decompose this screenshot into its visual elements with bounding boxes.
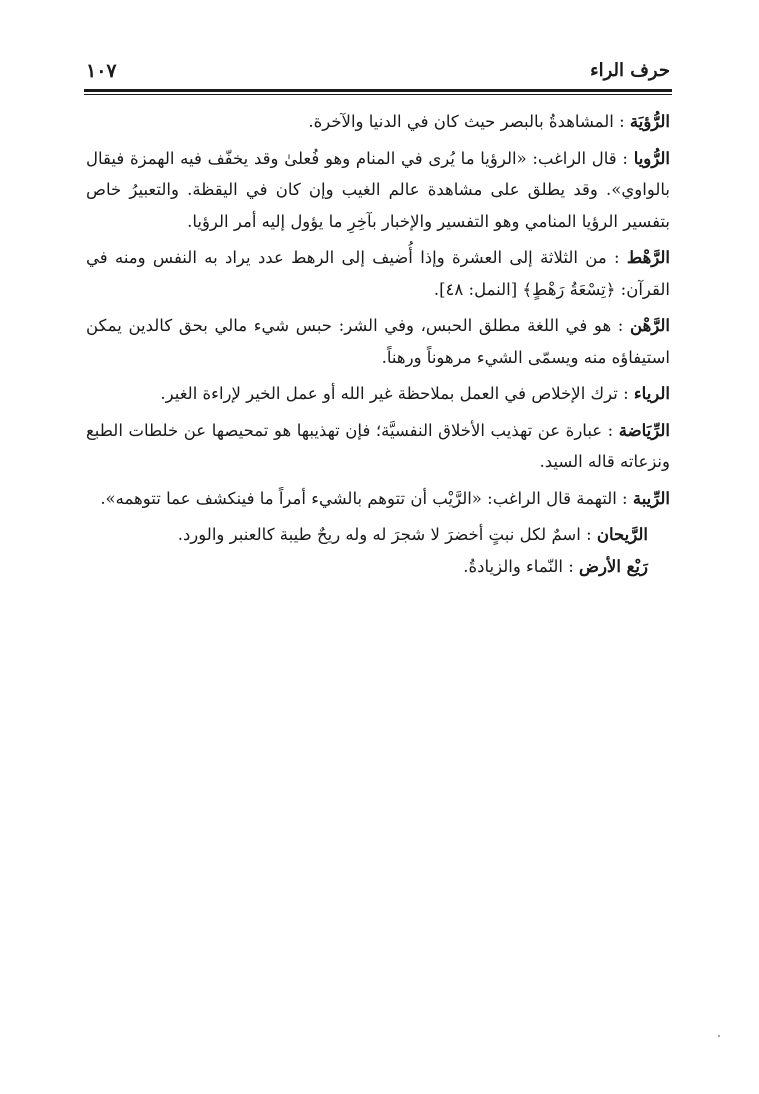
entry-definition: : هو في اللغة مطلق الحبس، وفي الشر: حبس شيء مالي بحق كالدين يمكن استيفاؤه منه ويسمّى الشيء مرهوناً ورهناً. (86, 316, 670, 367)
entry-riyada (86, 415, 670, 478)
header-rule-thin (84, 94, 672, 95)
entry-rayhan (86, 519, 670, 551)
section-title: حرف الراء (590, 60, 670, 81)
entry-riba (86, 483, 670, 515)
entries-list (86, 106, 670, 582)
scan-speck (718, 1035, 720, 1037)
entry-ruya-sight (86, 106, 670, 138)
header-rule-thick (84, 89, 672, 92)
entry-term: الرياء (633, 384, 670, 403)
entry-term: رَيْع الأرض (579, 556, 648, 576)
page-header (86, 60, 670, 86)
entry-term: الرَّهْط (626, 248, 670, 267)
page-number: ١٠٧ (86, 60, 117, 82)
entry-definition: : اسمٌ لكل نبتٍ أخضرَ لا شجرَ له وله ريحٌ طيبة كالعنبر والورد. (177, 525, 597, 544)
entry-term: الرَّيحان (596, 525, 648, 544)
entry-term: الرُّويا (633, 148, 670, 168)
entry-raht (86, 242, 670, 305)
entry-definition: : النّماء والزيادةُ. (463, 556, 579, 576)
entry-definition: : من الثلاثة إلى العشرة وإذا أُضيف إلى الرهط عدد يراد به النفس ومنه في القرآن: ﴿تِسْعَةُ رَهْطٍ﴾ [النمل: ٤٨]. (86, 248, 670, 299)
entry-definition: : ترك الإخلاص في العمل بملاحظة غير الله أو عمل الخير لإراءة الغير. (160, 384, 634, 403)
entry-term: الرِّيبة (632, 488, 670, 508)
entry-definition: : عبارة عن تهذيب الأخلاق النفسيَّة؛ فإن تهذيبها هو تمحيصها عن خلطات الطبع ونزعاته قاله السيد. (86, 420, 670, 471)
entry-definition: : قال الراغب: «الرؤيا ما يُرى في المنام وهو فُعلىٰ وقد يخفّف فيه الهمزة فيقال بالواوي». وقد يطلق على مشاهدة عالم الغيب وإن كان في اليقظة. والتعبيرُ خاص بتفسير الرؤيا المنامي وهو التفسير والإخبار بآخِرِ ما يؤول إليه أمر الرؤيا. (86, 148, 670, 231)
entry-ruya-dream (86, 143, 670, 238)
entry-term: الرِّيَاضة (618, 420, 670, 440)
entry-definition: : التهمة قال الراغب: «الرَّيْب أن تتوهم بالشيء أمراً ما فينكشف عما تتوهمه». (100, 488, 633, 508)
entry-ray-al-ard (86, 551, 670, 583)
entry-definition: : المشاهدةُ بالبصر حيث كان في الدنيا والآخرة. (308, 112, 630, 131)
entry-term: الرَّهْن (630, 316, 670, 335)
entry-rahn (86, 310, 670, 373)
entry-term: الرُّؤيَة (629, 112, 670, 131)
entry-riya (86, 378, 670, 410)
